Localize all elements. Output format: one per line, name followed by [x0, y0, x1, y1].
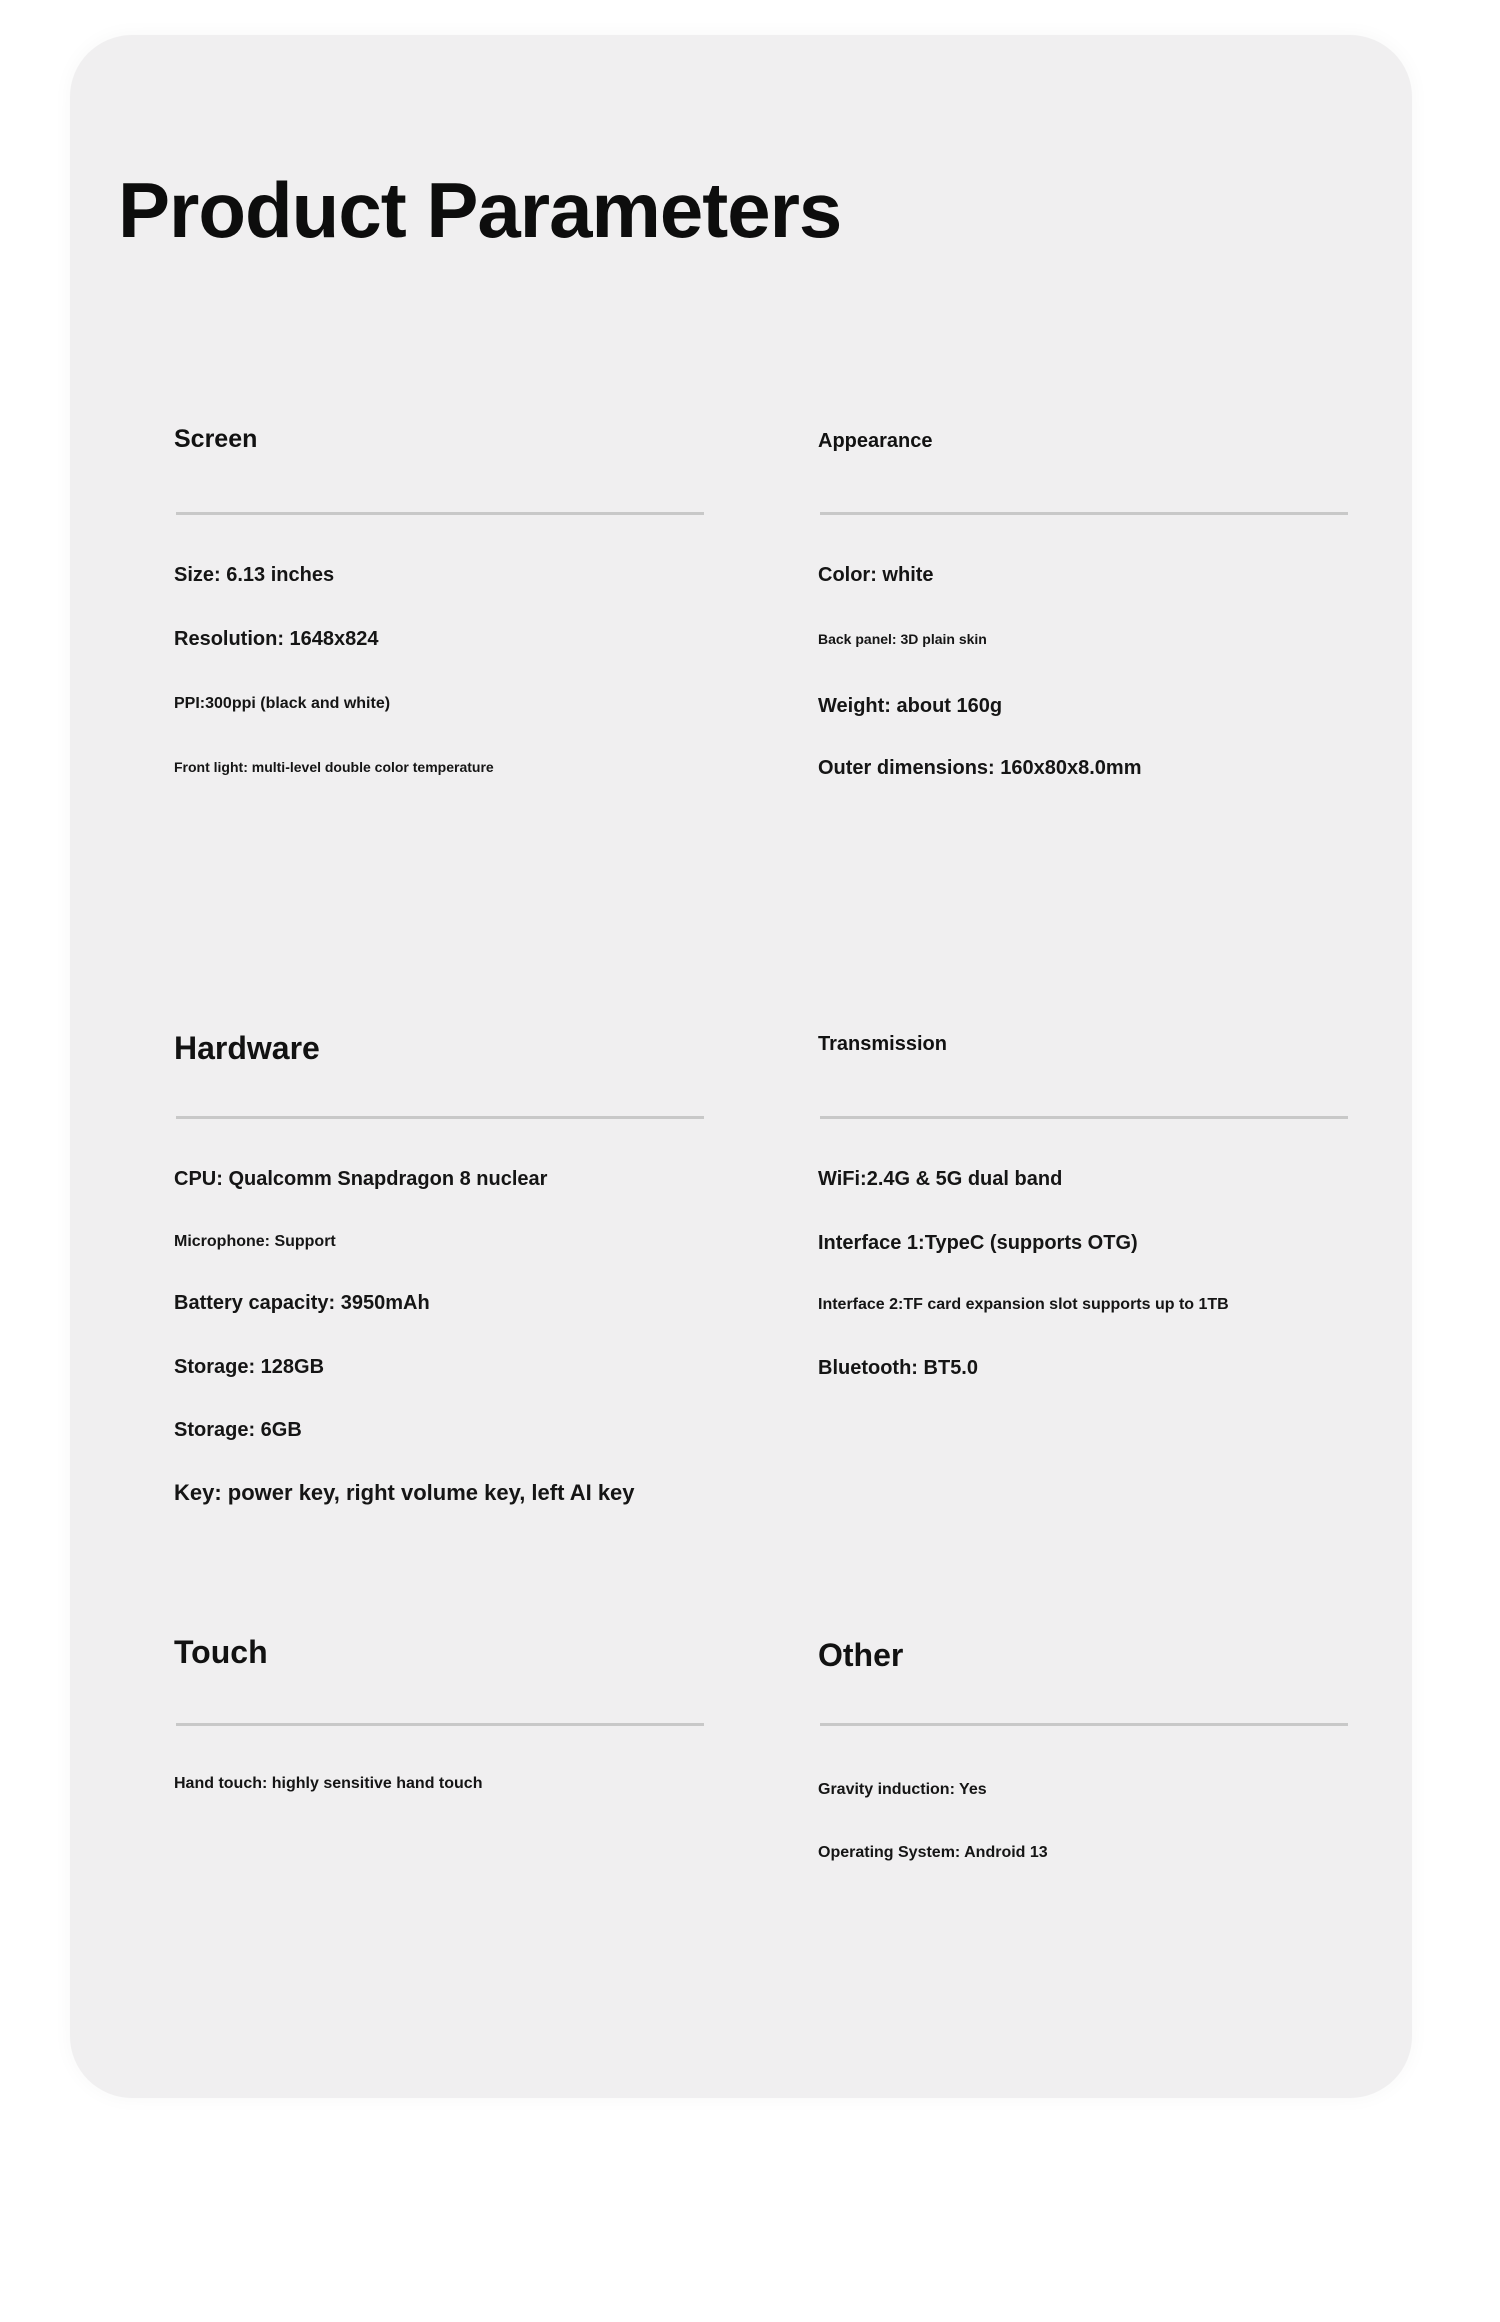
transmission-heading: Transmission: [818, 1033, 947, 1055]
appearance-dimensions: Outer dimensions: 160x80x8.0mm: [818, 757, 1142, 779]
screen-size: Size: 6.13 inches: [174, 564, 335, 586]
transmission-bluetooth: Bluetooth: BT5.0: [818, 1357, 978, 1379]
hardware-divider: [176, 1116, 704, 1119]
touch-hand-touch: Hand touch: highly sensitive hand touch: [174, 1775, 483, 1792]
appearance-divider: [820, 512, 1348, 515]
hardware-cpu: CPU: Qualcomm Snapdragon 8 nuclear: [174, 1168, 548, 1190]
hardware-storage: Storage: 128GB: [174, 1356, 325, 1378]
hardware-memory: Storage: 6GB: [174, 1419, 302, 1441]
hardware-battery: Battery capacity: 3950mAh: [174, 1292, 430, 1314]
other-gravity-induction: Gravity induction: Yes: [818, 1781, 987, 1798]
transmission-divider: [820, 1116, 1348, 1119]
other-divider: [820, 1723, 1348, 1726]
page-title: Product Parameters: [118, 166, 842, 254]
touch-divider: [176, 1723, 704, 1726]
appearance-weight: Weight: about 160g: [818, 695, 1003, 717]
screen-front-light: Front light: multi-level double color temperature: [174, 759, 494, 775]
transmission-interface-1: Interface 1:TypeC (supports OTG): [818, 1232, 1138, 1254]
appearance-color: Color: white: [818, 564, 934, 586]
screen-divider: [176, 512, 704, 515]
appearance-heading: Appearance: [818, 430, 933, 452]
other-heading: Other: [818, 1637, 904, 1673]
hardware-keys: Key: power key, right volume key, left AI key: [174, 1480, 635, 1505]
transmission-interface-2: Interface 2:TF card expansion slot supports up to 1TB: [818, 1296, 1229, 1313]
product-parameters-card: [70, 35, 1412, 2098]
screen-resolution: Resolution: 1648x824: [174, 628, 379, 650]
touch-heading: Touch: [174, 1634, 268, 1670]
screen-heading: Screen: [174, 425, 258, 453]
transmission-wifi: WiFi:2.4G & 5G dual band: [818, 1168, 1063, 1190]
hardware-microphone: Microphone: Support: [174, 1233, 336, 1250]
hardware-heading: Hardware: [174, 1030, 320, 1066]
other-operating-system: Operating System: Android 13: [818, 1844, 1048, 1861]
screen-ppi: PPI:300ppi (black and white): [174, 695, 391, 712]
appearance-back-panel: Back panel: 3D plain skin: [818, 631, 987, 647]
